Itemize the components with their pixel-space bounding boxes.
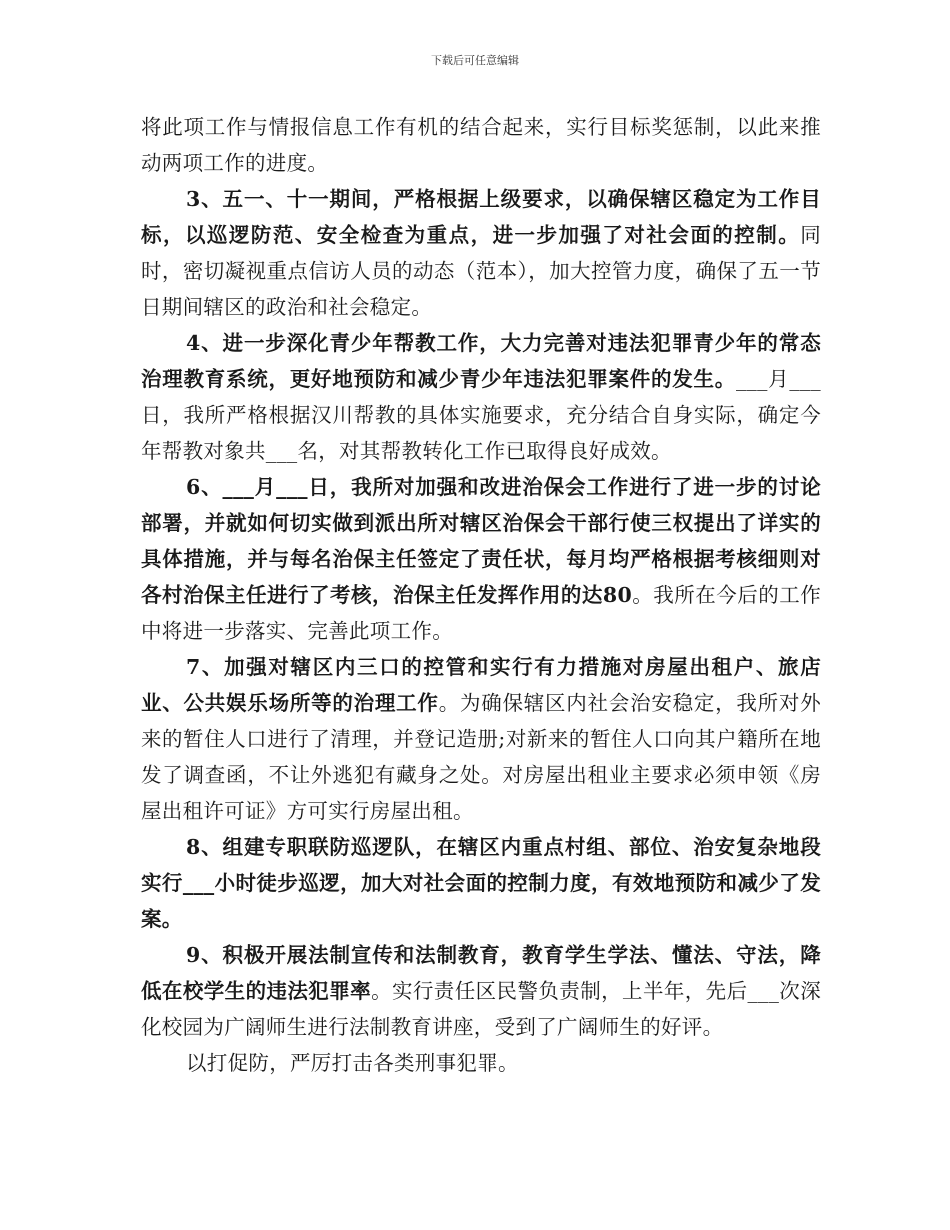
- paragraph-0-text: 将此项工作与情报信息工作有机的结合起来，实行目标奖惩制，以此来推动两项工作的进度。: [141, 115, 821, 175]
- paragraph-7-text: 。为确保辖区内社会治安稳定，我所对外来的暂住人口进行了清理，并登记造册;对新来的暂住人口向其户籍所在地发了调查函，不让外逃犯有藏身之处。对房屋出租业主要求必须申领《房屋出租许可证》方可实行房屋出租。: [141, 691, 821, 823]
- paragraph-4-text: ___月___日，我所严格根据汉川帮教的具体实施要求，充分结合自身实际，确定今年帮教对象共___名，对其帮教转化工作已取得良好成效。: [141, 367, 821, 463]
- paragraph-3: [141, 181, 821, 325]
- paragraph-7: [141, 649, 821, 829]
- paragraph-0: [141, 109, 821, 181]
- document-body: [141, 109, 821, 1081]
- paragraph-9-text: 。实行责任区民警负责制，上半年，先后___次深化校园为广阔师生进行法制教育讲座，受到了广阔师生的好评。: [141, 979, 821, 1039]
- paragraph-6-bold: 6、___月___日，我所对加强和改进治保会工作进行了进一步的讨论部署，并就如何切实做到派出所对辖区治保会干部行使三权提出了详实的具体措施，并与每名治保主任签定了责任状，每月均严格根据考核细则对各村治保主任进行了考核，治保主任发挥作用的达80: [141, 475, 821, 607]
- paragraph-7-bold: 7、加强对辖区内三口的控管和实行有力措施对房屋出租户、旅店业、公共娱乐场所等的治理工作: [141, 655, 821, 715]
- paragraph-4: [141, 325, 821, 469]
- paragraph-9: [141, 937, 821, 1045]
- paragraph-3-bold: 3、五一、十一期间，严格根据上级要求，以确保辖区稳定为工作目标，以巡逻防范、安全检查为重点，进一步加强了对社会面的控制。: [141, 187, 821, 247]
- paragraph-10-text: 以打促防，严厉打击各类刑事犯罪。: [186, 1051, 519, 1075]
- paragraph-4-bold: 4、进一步深化青少年帮教工作，大力完善对违法犯罪青少年的常态治理教育系统，更好地预防和减少青少年违法犯罪案件的发生。: [141, 331, 821, 391]
- paragraph-6: [141, 469, 821, 649]
- page-header: 下载后可任意编辑: [431, 54, 519, 67]
- paragraph-6-text: 。我所在今后的工作中将进一步落实、完善此项工作。: [141, 583, 821, 643]
- paragraph-9-bold: 9、积极开展法制宣传和法制教育，教育学生学法、懂法、守法，降低在校学生的违法犯罪率: [141, 943, 821, 1003]
- paragraph-10: [141, 1045, 821, 1081]
- paragraph-8-bold: 8、组建专职联防巡逻队，在辖区内重点村组、部位、治安复杂地段实行___小时徒步巡逻，加大对社会面的控制力度，有效地预防和减少了发案。: [141, 835, 821, 931]
- paragraph-8: [141, 829, 821, 937]
- paragraph-3-text: 同时，密切凝视重点信访人员的动态（范本），加大控管力度，确保了五一节日期间辖区的政治和社会稳定。: [141, 223, 821, 319]
